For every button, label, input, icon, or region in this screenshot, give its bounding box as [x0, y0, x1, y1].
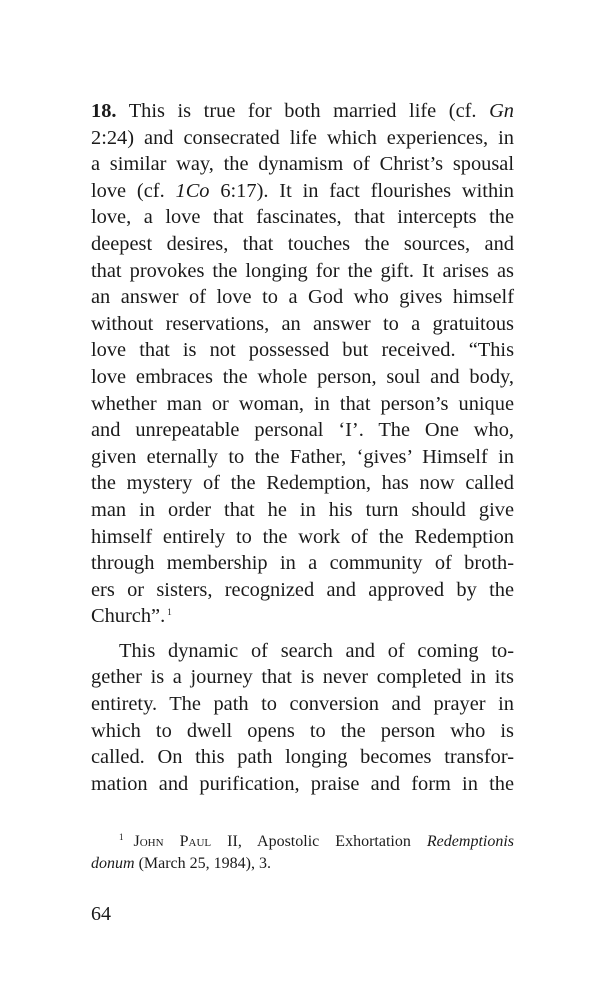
text-line — [91, 664, 514, 691]
text-line — [91, 577, 514, 604]
text-run: deepest desires, that touches the sources, and — [91, 232, 514, 255]
text-run: love, a love that fascinates, that intercepts the — [91, 206, 514, 229]
paragraph-18 — [91, 98, 514, 630]
text-run: love (cf. — [91, 179, 176, 202]
text-run: entirety. The path to conversion and prayer in — [91, 693, 514, 716]
italic-text: Redemptionis — [426, 833, 514, 850]
text-line — [91, 550, 514, 577]
text-run: love embraces the whole person, soul and body, — [91, 365, 514, 388]
text-run: ers or sisters, recognized and approved by the — [91, 578, 514, 601]
italic-text: Gn — [489, 100, 514, 122]
paragraph-continuation — [91, 638, 514, 798]
text-line — [91, 470, 514, 497]
text-run: love that is not possessed but received. “This — [91, 339, 514, 362]
text-run: (March 25, 1984), 3. — [134, 855, 271, 872]
text-run: through membership in a community of broth- — [91, 552, 514, 575]
text-line — [91, 178, 514, 205]
text-line — [91, 284, 514, 311]
paragraph-gap — [91, 630, 514, 638]
text-run: man in order that he in his turn should give — [91, 498, 514, 521]
text-run: himself entirely to the work of the Redemption — [91, 525, 514, 548]
text-line — [91, 231, 514, 258]
text-run: an answer of love to a God who gives himself — [91, 286, 514, 309]
text-line — [91, 258, 514, 285]
text-line — [91, 524, 514, 551]
text-line — [91, 337, 514, 364]
text-line — [91, 497, 514, 524]
text-line — [91, 151, 514, 178]
footnote-marker: 1 — [119, 832, 124, 842]
text-run: a similar way, the dynamism of Christ’s spousal — [91, 153, 514, 176]
text-run: given eternally to the Father, ‘gives’ Himself in — [91, 445, 514, 468]
text-run: that provokes the longing for the gift. It arises as — [91, 259, 514, 282]
text-line — [91, 204, 514, 231]
text-run: and unrepeatable personal ‘I’. The One who, — [91, 419, 514, 442]
italic-text: 1Co — [175, 179, 210, 202]
text-run: the mystery of the Redemption, has now called — [91, 472, 514, 495]
text-line — [91, 718, 514, 745]
text-run: 2:24) and consecrated life which experiences, in — [91, 126, 514, 149]
text-run: mation and purification, praise and form in the — [91, 772, 514, 795]
paragraph-number: 18. — [91, 100, 117, 122]
text-line — [91, 364, 514, 391]
footnote-reference: 1 — [167, 607, 172, 618]
text-line — [91, 771, 514, 798]
text-run: II, Apostolic Exhortation — [211, 833, 427, 850]
footnote — [91, 831, 514, 875]
text-run: without reservations, an answer to a gratuitous — [91, 312, 514, 335]
text-line — [91, 831, 514, 853]
text-line — [91, 638, 514, 665]
italic-text: donum — [91, 855, 135, 872]
text-line — [91, 98, 514, 125]
text-line — [91, 603, 514, 630]
body-text — [91, 98, 514, 797]
page-number: 64 — [91, 903, 111, 925]
text-line — [91, 744, 514, 771]
text-line — [91, 391, 514, 418]
text-line — [91, 691, 514, 718]
text-run: 6:17). It in fact flourishes within — [209, 179, 514, 202]
text-run: This dynamic of search and of coming to- — [119, 639, 514, 662]
text-line — [91, 444, 514, 471]
text-run: This is true for both married life (cf. — [116, 100, 490, 122]
text-run: gether is a journey that is never completed in its — [91, 666, 514, 689]
text-line — [91, 311, 514, 338]
text-run: whether man or woman, in that person’s unique — [91, 392, 514, 415]
text-line — [91, 853, 514, 875]
text-run: which to dwell opens to the person who is — [91, 719, 514, 742]
text-run: called. On this path longing becomes transfor- — [91, 746, 514, 769]
author-name: John Paul — [133, 833, 212, 850]
text-line — [91, 125, 514, 152]
text-line — [91, 417, 514, 444]
text-run: Church”. — [91, 605, 166, 628]
